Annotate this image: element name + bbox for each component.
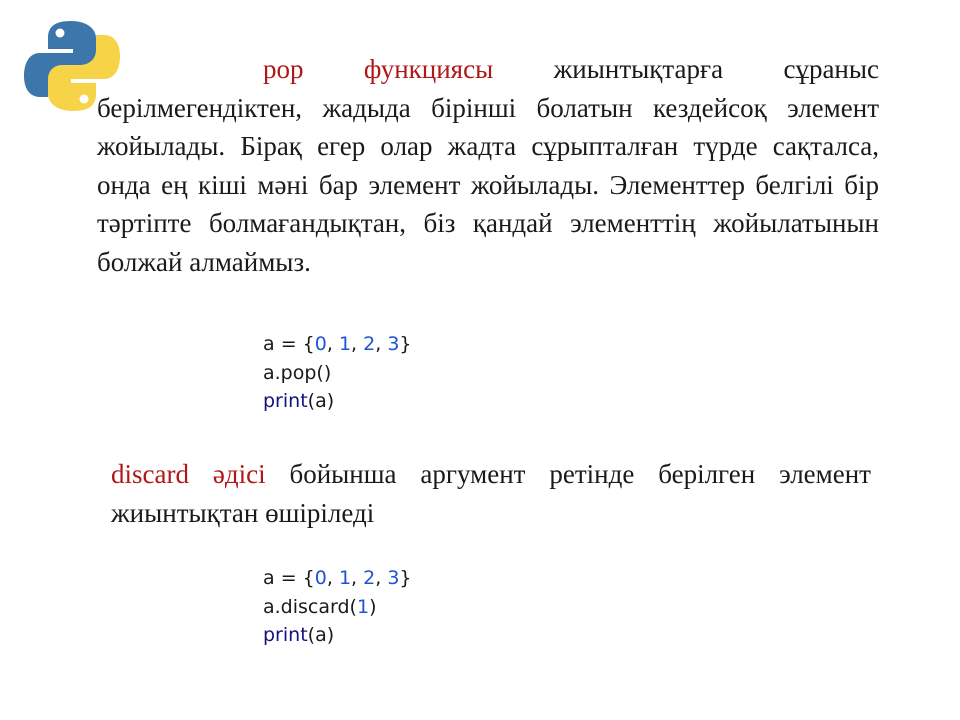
- code-line: a.discard(1): [263, 595, 377, 618]
- code-line: print(a): [263, 624, 335, 646]
- code-line: a = {0, 1, 2, 3}: [263, 333, 412, 355]
- pop-term: pop функциясы: [263, 54, 494, 84]
- discard-description: [111, 455, 871, 532]
- pop-text: жиынтықтарға сұраныс берілмегендіктен, жадыда бірінші болатын кездейсоқ элемент жойылады. Бірақ егер олар жадта сұрыпталған түрде сақталса, онда ең кіші мәні бар элемент жойылады. Элементтер белгілі бір тәртіпте болмағандықтан, біз қандай элементтің жойылатынын болжай алмаймыз.: [97, 54, 880, 277]
- code-line: a.pop(): [263, 361, 332, 384]
- code-line: a = {0, 1, 2, 3}: [263, 567, 412, 589]
- discard-code-block: [263, 564, 412, 650]
- discard-term: discard әдісі: [111, 459, 266, 489]
- pop-description: [97, 50, 879, 281]
- pop-code-block: [263, 330, 412, 416]
- code-line: print(a): [263, 390, 335, 412]
- discard-text: бойынша аргумент ретінде берілген элемент жиынтықтан өшіріледі: [111, 459, 871, 528]
